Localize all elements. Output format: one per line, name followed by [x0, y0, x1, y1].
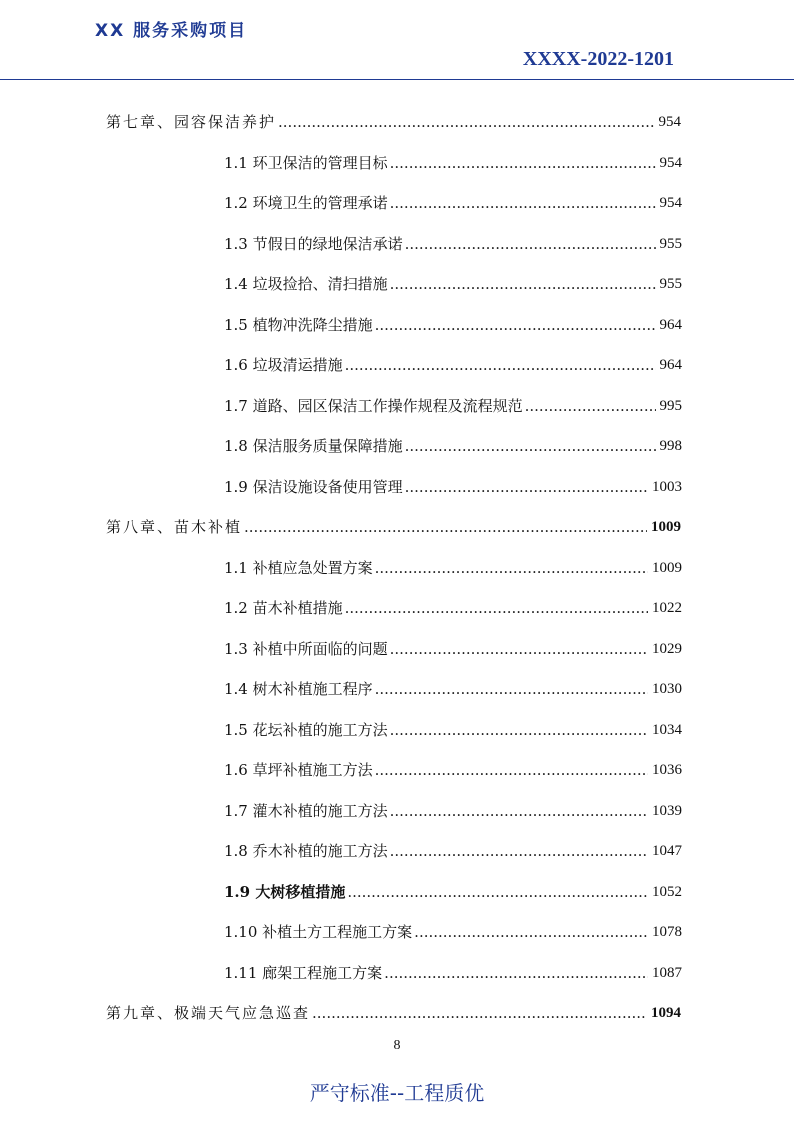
- toc-entry-title: 第九章、极端天气应急巡查: [106, 1004, 311, 1022]
- toc-entry-page: 1003: [652, 478, 682, 495]
- toc-leader-dots: [345, 355, 656, 375]
- toc-entry-page: 1094: [651, 1005, 681, 1021]
- header-project-title: XX 服务采购项目: [95, 21, 248, 41]
- toc-entry-page: 998: [659, 438, 682, 454]
- toc-section-entry[interactable]: [224, 475, 682, 497]
- toc-section-entry[interactable]: [224, 637, 682, 659]
- toc-section-entry[interactable]: [224, 232, 682, 254]
- toc-leader-dots: [375, 315, 656, 335]
- toc-entry-title: 第八章、苗木补植: [106, 518, 243, 536]
- toc-entry-title: 1.3 补植中所面临的问题: [224, 639, 388, 658]
- toc-leader-dots: [390, 639, 648, 659]
- toc-entry-title: 1.3 节假日的绿地保洁承诺: [224, 234, 403, 253]
- toc-entry-title: 1.6 草坪补植施工方法: [224, 761, 373, 779]
- toc-entry-title: 1.1 环卫保洁的管理目标: [224, 153, 388, 172]
- toc-leader-dots: [375, 760, 648, 780]
- toc-leader-dots: [345, 598, 648, 618]
- toc-entry-page: 1078: [652, 924, 682, 940]
- toc-leader-dots: [244, 517, 647, 537]
- toc-entry-page: 995: [659, 397, 682, 414]
- toc-section-entry[interactable]: [224, 353, 682, 375]
- toc-entry-title: 1.9 大树移植措施: [224, 882, 346, 901]
- toc-entry-page: 1052: [652, 883, 682, 900]
- toc-leader-dots: [384, 963, 648, 983]
- toc-section-entry[interactable]: [224, 839, 682, 861]
- toc-section-entry[interactable]: [224, 191, 682, 213]
- toc-section-entry[interactable]: [224, 961, 682, 983]
- toc-section-entry[interactable]: [224, 272, 682, 294]
- toc-leader-dots: [405, 477, 648, 497]
- toc-entry-title: 1.9 保洁设施设备使用管理: [224, 477, 403, 496]
- toc-leader-dots: [390, 801, 648, 821]
- toc-leader-dots: [312, 1003, 647, 1023]
- toc-entry-page: 954: [658, 114, 681, 130]
- toc-entry-title: 1.5 花坛补植的施工方法: [224, 720, 388, 739]
- toc-section-entry[interactable]: [224, 799, 682, 821]
- toc-chapter-entry[interactable]: [106, 110, 681, 132]
- toc-leader-dots: [405, 234, 656, 254]
- toc-entry-title: 1.11 廊架工程施工方案: [224, 963, 383, 982]
- toc-section-entry[interactable]: [224, 758, 682, 780]
- toc-entry-page: 955: [659, 235, 682, 252]
- toc-section-entry[interactable]: [224, 596, 682, 618]
- toc-leader-dots: [278, 112, 654, 132]
- toc-entry-page: 964: [659, 357, 682, 373]
- toc-entry-title: 1.5 植物冲洗降尘措施: [224, 315, 373, 334]
- toc-leader-dots: [375, 679, 648, 699]
- toc-entry-title: 1.4 垃圾捡拾、清扫措施: [224, 275, 388, 293]
- toc-entry-page: 1087: [652, 964, 682, 981]
- toc-leader-dots: [525, 396, 656, 416]
- toc-entry-page: 954: [659, 195, 682, 211]
- toc-section-entry[interactable]: [224, 718, 682, 740]
- toc-leader-dots: [414, 922, 648, 942]
- toc-entry-title: 1.1 补植应急处置方案: [224, 558, 373, 577]
- toc-leader-dots: [390, 153, 656, 173]
- toc-entry-page: 955: [659, 276, 682, 292]
- toc-entry-title: 1.4 树木补植施工程序: [224, 680, 373, 698]
- toc-leader-dots: [375, 558, 648, 578]
- toc-section-entry[interactable]: [224, 434, 682, 456]
- toc-entry-title: 1.7 灌木补植的施工方法: [224, 801, 388, 820]
- toc-leader-dots: [390, 274, 656, 294]
- toc-section-entry[interactable]: [224, 394, 682, 416]
- toc-entry-title: 1.8 保洁服务质量保障措施: [224, 437, 403, 455]
- header-document-code: XXXX-2022-1201: [522, 48, 674, 70]
- toc-leader-dots: [390, 193, 656, 213]
- toc-leader-dots: [390, 720, 648, 740]
- toc-entry-title: 第七章、园容保洁养护: [106, 113, 277, 131]
- toc-entry-page: 1022: [652, 600, 682, 616]
- toc-entry-page: 1029: [652, 640, 682, 657]
- footer-slogan: 严守标准--工程质优: [309, 1081, 485, 1105]
- toc-leader-dots: [405, 436, 656, 456]
- toc-entry-page: 1009: [652, 559, 682, 576]
- toc-entry-page: 1034: [652, 721, 682, 738]
- toc-entry-page: 1047: [652, 843, 682, 859]
- toc-entry-title: 1.2 苗木补植措施: [224, 599, 343, 617]
- toc-section-entry[interactable]: [224, 556, 682, 578]
- toc-entry-page: 1036: [652, 762, 682, 778]
- toc-section-entry[interactable]: [224, 880, 682, 902]
- toc-entry-title: 1.8 乔木补植的施工方法: [224, 842, 388, 860]
- toc-entry-page: 1030: [652, 681, 682, 697]
- toc-entry-page: 964: [659, 316, 682, 333]
- header-divider: [0, 79, 794, 80]
- toc-entry-page: 1039: [652, 802, 682, 819]
- toc-chapter-entry[interactable]: [106, 1001, 681, 1023]
- toc-leader-dots: [390, 841, 648, 861]
- toc-entry-title: 1.10 补植土方工程施工方案: [224, 923, 413, 941]
- toc-entry-title: 1.6 垃圾清运措施: [224, 356, 343, 374]
- toc-entry-page: 1009: [651, 519, 681, 535]
- toc-entry-title: 1.2 环境卫生的管理承诺: [224, 194, 388, 212]
- toc-chapter-entry[interactable]: [106, 515, 681, 537]
- toc-leader-dots: [347, 882, 648, 902]
- toc-entry-page: 954: [659, 154, 682, 171]
- page-number: 8: [393, 1038, 401, 1053]
- toc-section-entry[interactable]: [224, 920, 682, 942]
- toc-section-entry[interactable]: [224, 313, 682, 335]
- toc-section-entry[interactable]: [224, 151, 682, 173]
- toc-section-entry[interactable]: [224, 677, 682, 699]
- toc-entry-title: 1.7 道路、园区保洁工作操作规程及流程规范: [224, 396, 523, 415]
